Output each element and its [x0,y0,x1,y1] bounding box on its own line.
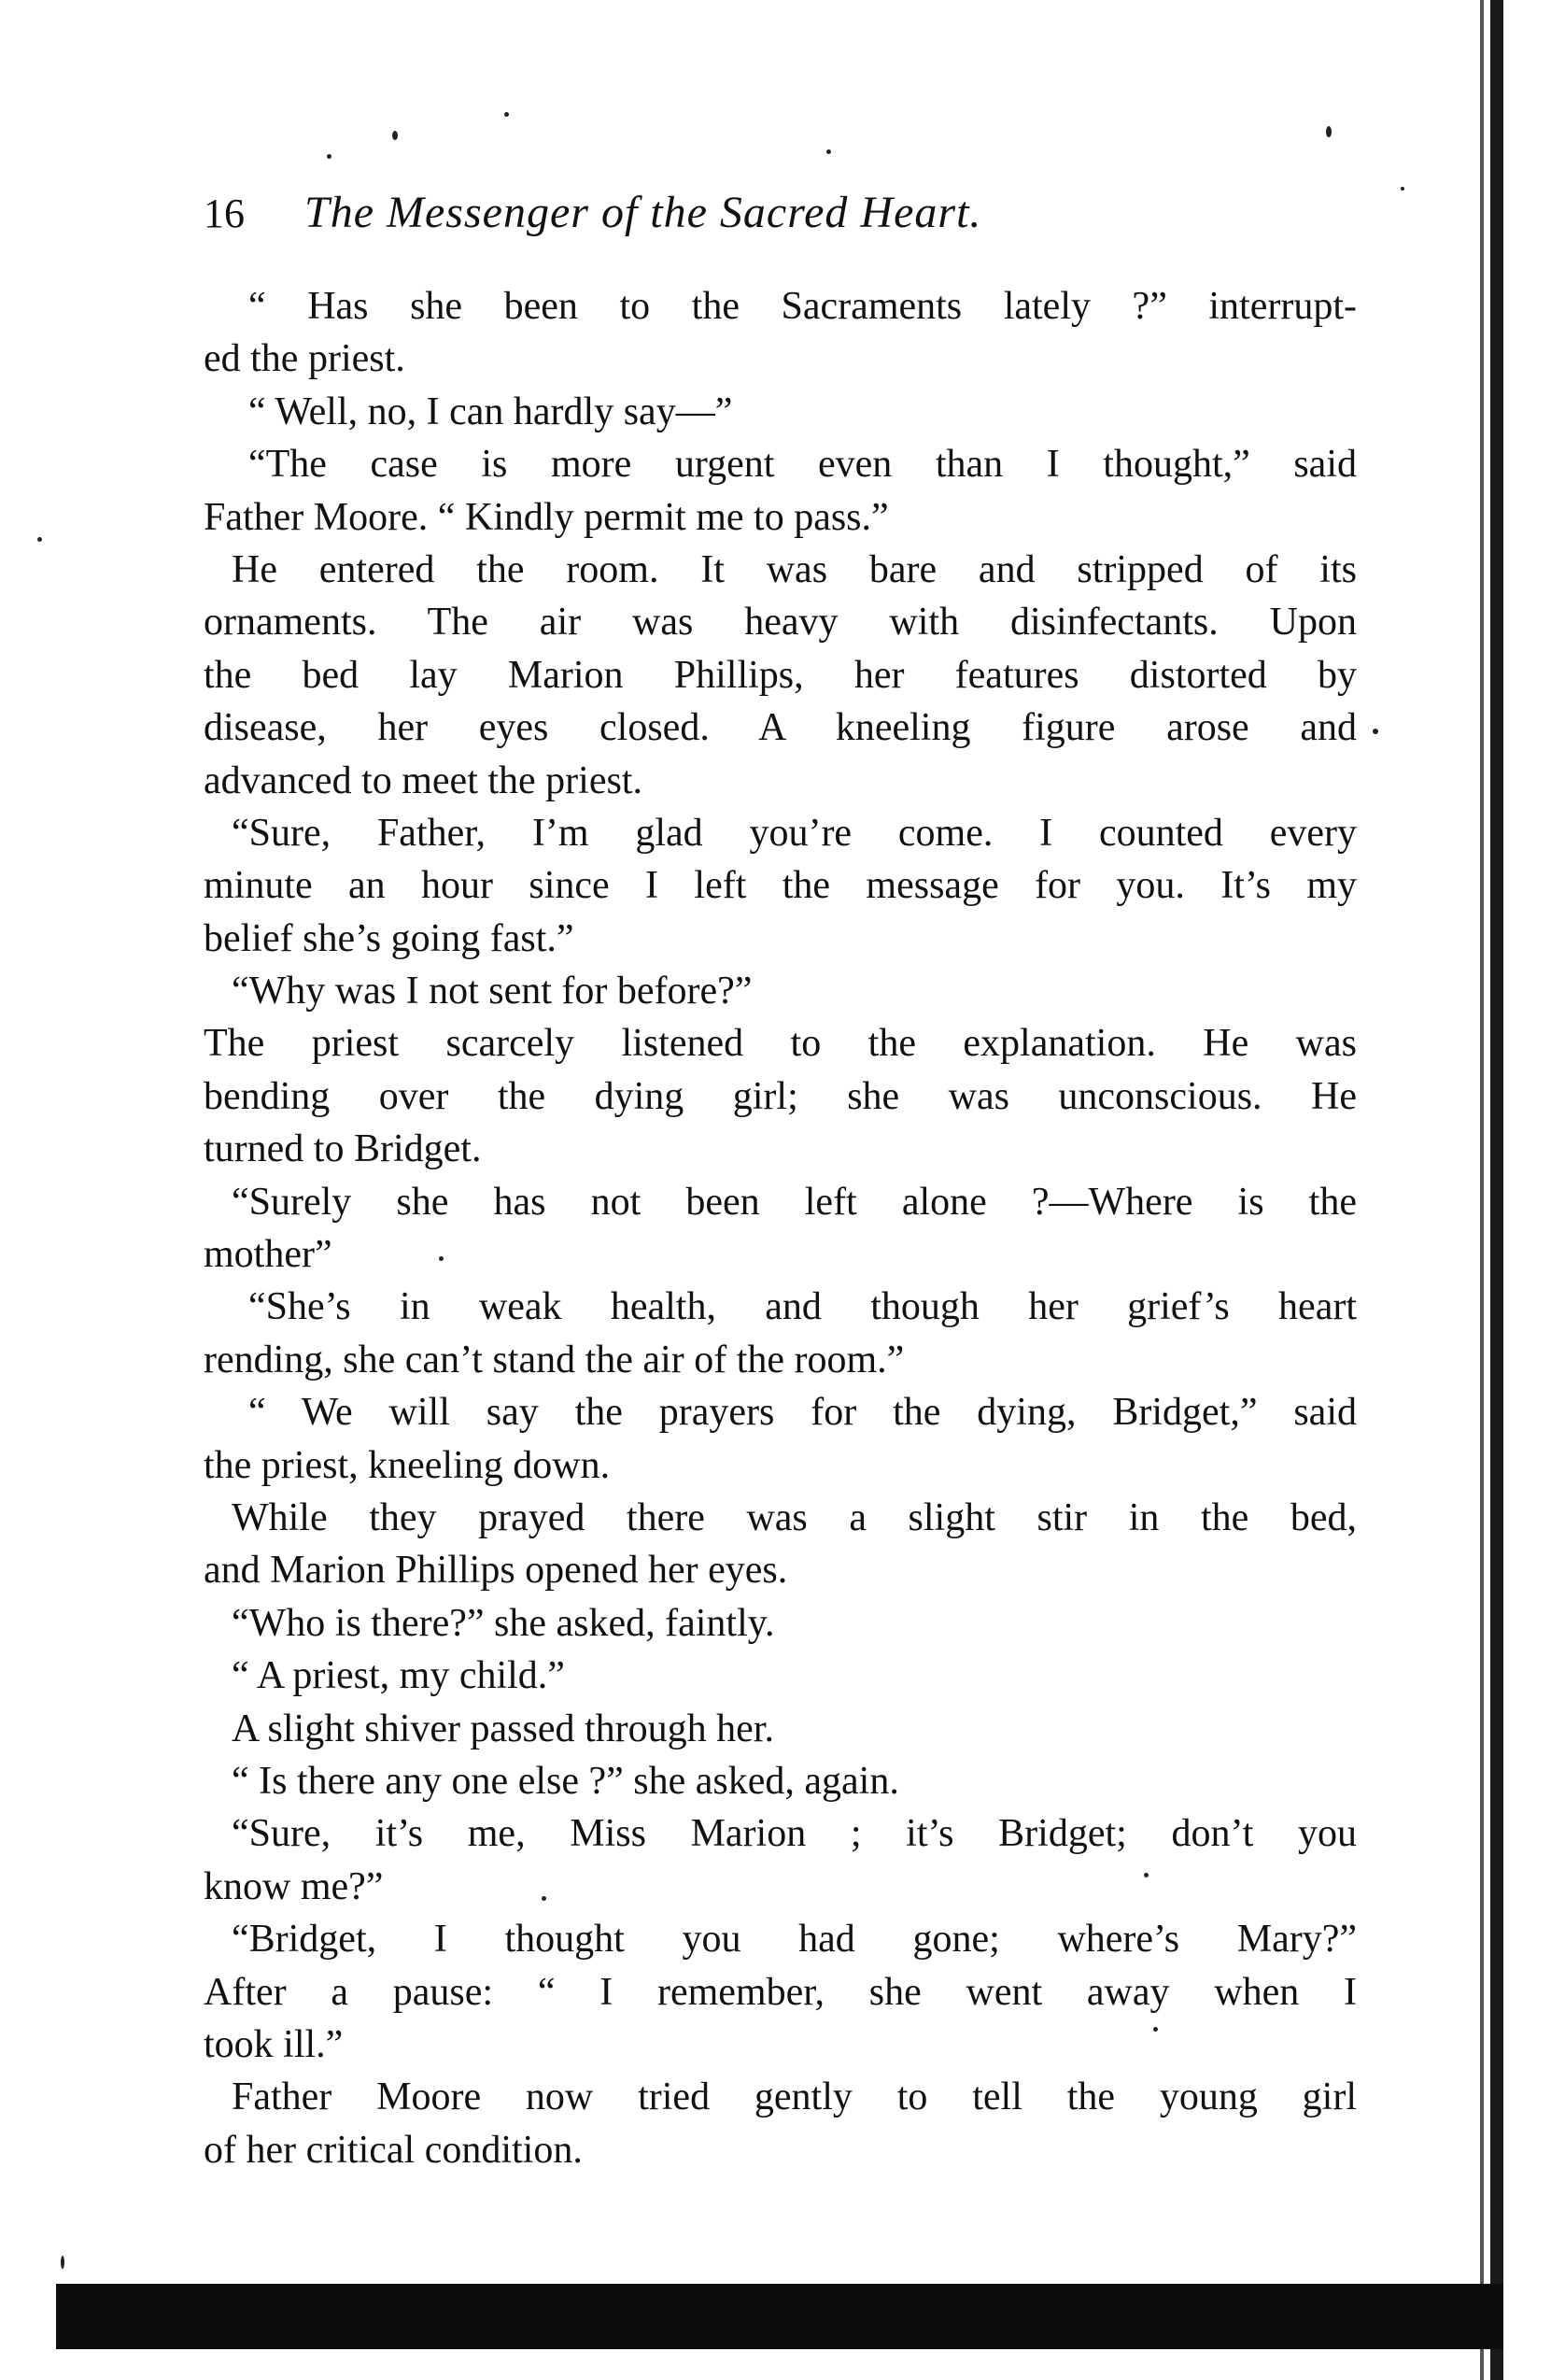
scan-speck [37,537,42,542]
text-line: “Bridget, I thought you had gone; where’s Mary?” [232,1918,1357,1962]
running-title: The Messenger of the Sacred Heart. [304,188,982,237]
text-line: ed the priest. [204,337,405,381]
text-line: know me?” [204,1864,384,1908]
scan-speck [1401,187,1404,191]
scan-speck [439,1256,444,1261]
scan-speck [392,131,398,140]
text-line: rending, she can’t stand the air of the room.” [204,1338,905,1381]
text-line: “Surely she has not been left alone ?—Where is the [232,1180,1357,1224]
text-line: While they prayed there was a slight stir in the bed, [232,1495,1357,1539]
text-line: After a pause: “ I remember, she went away when I [204,1970,1357,2014]
text-line: A slight shiver passed through her. [232,1707,774,1750]
text-line: He entered the room. It was bare and stripped of its [232,547,1357,591]
text-line: Father Moore now tried gently to tell the young girl [232,2075,1357,2119]
text-line: the priest, kneeling down. [204,1443,611,1487]
page-edge-shadow-thin [1480,0,1484,2380]
scan-speck [1326,126,1332,137]
scan-speck [1373,729,1378,734]
text-line: “Sure, Father, I’m glad you’re come. I counted every [232,811,1357,855]
text-line: advanced to meet the priest. [204,758,642,802]
text-line: “Who is there?” she asked, faintly. [232,1601,775,1645]
text-line: “ Has she been to the Sacraments lately ?” interrupt- [248,285,1357,328]
scan-speck [826,149,831,154]
text-line: took ill.” [204,2022,344,2066]
text-line: “Sure, it’s me, Miss Marion ; it’s Bridget; don’t you [232,1812,1357,1856]
text-line: “The case is more urgent even than I thought,” said [248,443,1357,487]
text-line: disease, her eyes closed. A kneeling figure arose and [204,706,1357,750]
text-line: “ We will say the prayers for the dying, Bridget,” said [248,1391,1357,1435]
text-line: minute an hour since I left the message for you. It’s my [204,864,1357,908]
body-text [204,280,1357,2176]
scan-speck [542,1896,546,1901]
text-line: “ Is there any one else ?” she asked, again. [232,1759,899,1803]
scan-speck [1144,1873,1149,1877]
text-line: and Marion Phillips opened her eyes. [204,1549,788,1593]
scan-speck [327,154,331,159]
text-line: belief she’s going fast.” [204,916,574,960]
text-line: “ Well, no, I can hardly say—” [248,390,733,433]
scan-speck [1153,2027,1158,2032]
text-line: mother” [204,1233,332,1277]
page-number: 16 [204,191,245,236]
text-line: “Why was I not sent for before?” [232,970,753,1013]
page-header [204,187,1361,252]
bottom-scan-edge [56,2284,1503,2349]
scan-speck [61,2256,64,2269]
text-line: ornaments. The air was heavy with disinfectants. Upon [204,601,1357,645]
scan-speck [504,112,509,117]
text-line: “ A priest, my child.” [232,1654,565,1698]
page-edge-shadow [1490,0,1503,2380]
text-line: turned to Bridget. [204,1127,482,1171]
text-line: “She’s in weak health, and though her grief’s heart [248,1285,1357,1329]
text-line: Father Moore. “ Kindly permit me to pass.” [204,495,889,539]
text-line: of her critical condition. [204,2128,583,2172]
text-line: bending over the dying girl; she was unconscious. He [204,1074,1357,1118]
text-line: the bed lay Marion Phillips, her features distorted by [204,653,1357,697]
text-line: The priest scarcely listened to the explanation. He was [204,1022,1357,1066]
